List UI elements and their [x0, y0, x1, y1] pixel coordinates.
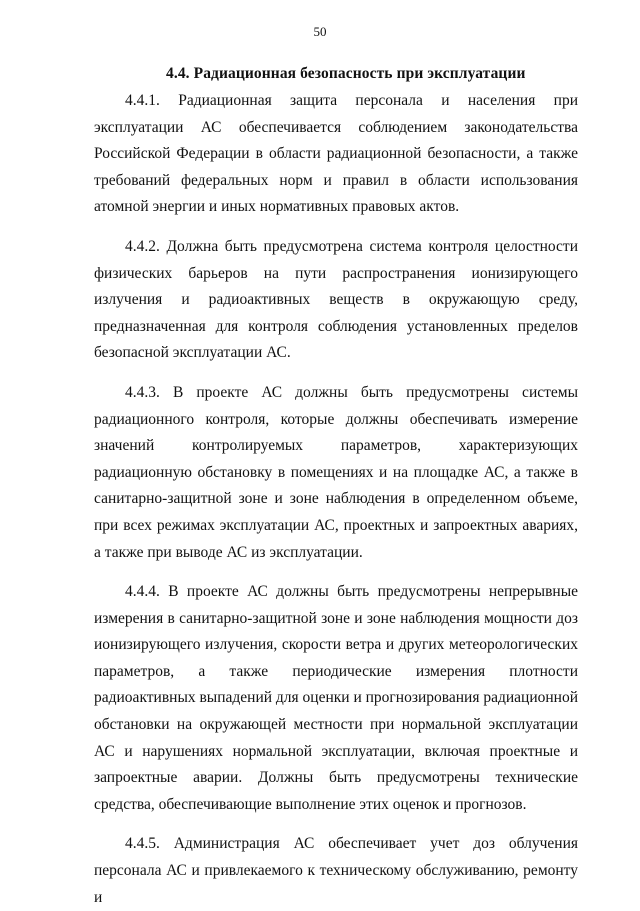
paragraph-4-4-4: 4.4.4. В проекте АС должны быть предусмотрены непрерывные измерения в санитарно-защитной зоне и зоне наблюдения мощности доз ионизирующего излучения, скорости ветра и других метеорологических параметров, а также периодические измерения плотности радиоактивных выпадений для оценки и прогнозирования радиационной обстановки на окружающей местности при нормальной эксплуатации АС и нарушениях нормальной эксплуатации, включая проектные и запроектные аварии. Должны быть предусмотрены технические средства, обеспечивающие выполнение этих оценок и прогнозов. — [94, 583, 579, 813]
paragraph-4-4-1: 4.4.1. Радиационная защита персонала и населения при эксплуатации АС обеспечивается соблюдением законодательства Российской Федерации в области радиационной безопасности, а также требований федеральных норм и правил в области использования атомной энергии и иных нормативных правовых актов. — [94, 92, 578, 216]
paragraph-4-4-2: 4.4.2. Должна быть предусмотрена система контроля целостности физических барьеров на пути распространения ионизирующего излучения и радиоактивных веществ в окружающую среду, предназначенная для контроля соблюдения установленных пределов безопасной эксплуатации АС. — [94, 237, 578, 362]
section-title: 4.4. Радиационная безопасность при эксплуатации — [166, 65, 526, 82]
paragraph-4-4-5: 4.4.5. Администрация АС обеспечивает учет доз облучения персонала АС и привлекаемого к техническому обслуживанию, ремонту и — [94, 835, 578, 906]
page-number: 50 — [313, 24, 327, 39]
page-content — [94, 64, 578, 911]
paragraph-4-4-3: 4.4.3. В проекте АС должны быть предусмотрены системы радиационного контроля, которые должны обеспечивать измерение значений контролируемых параметров, характеризующих радиационную обстановку в помещениях и на площадке АС, а также в санитарно-защитной зоне и зоне наблюдения в определенном объеме, при всех режимах эксплуатации АС, проектных и запроектных авариях, а также при выводе АС из эксплуатации. — [94, 383, 578, 561]
